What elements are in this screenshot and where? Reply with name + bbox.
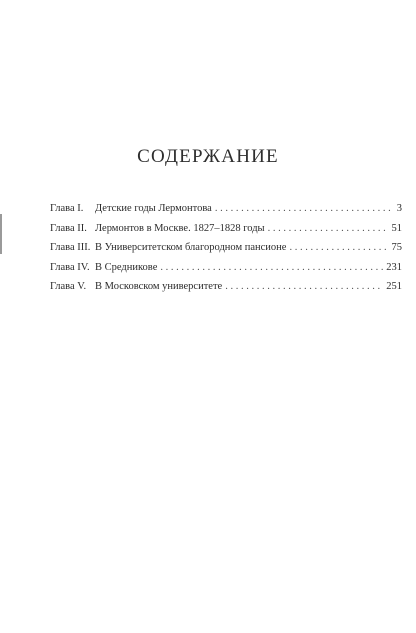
toc-chapter-title: В Университетском благородном пансионе xyxy=(95,242,287,253)
toc-entry[interactable] xyxy=(50,277,402,297)
toc-chapter-number: Глава I. xyxy=(50,203,84,214)
toc-chapter-number: Глава V. xyxy=(50,281,87,292)
toc-chapter-number: Глава III. xyxy=(50,242,91,253)
dot-leader xyxy=(160,258,383,278)
toc-page-number: 231 xyxy=(386,261,402,273)
toc-page-number: 3 xyxy=(396,203,402,214)
toc-chapter-title: Лермонтов в Москве. 1827–1828 годы xyxy=(95,222,265,234)
dot-leader xyxy=(225,277,383,297)
toc-page-number: 75 xyxy=(391,242,402,253)
dot-leader xyxy=(215,199,394,219)
page-title: СОДЕРЖАНИЕ xyxy=(137,146,279,167)
page-edge-shadow xyxy=(0,214,2,254)
toc-page-number: 251 xyxy=(386,281,402,292)
dot-leader xyxy=(268,219,389,239)
table-of-contents xyxy=(50,199,402,297)
toc-entry[interactable] xyxy=(50,238,402,258)
toc-chapter-number: Глава IV. xyxy=(50,261,90,273)
toc-entry[interactable] xyxy=(50,219,402,239)
toc-page-number: 51 xyxy=(391,222,402,234)
toc-entry[interactable] xyxy=(50,258,402,278)
toc-chapter-number: Глава II. xyxy=(50,222,87,234)
toc-chapter-title: В Московском университете xyxy=(95,281,223,292)
dot-leader xyxy=(289,238,388,258)
toc-chapter-title: Детские годы Лермонтова xyxy=(95,203,212,214)
toc-entry[interactable] xyxy=(50,199,402,219)
toc-chapter-title: В Средникове xyxy=(95,261,158,273)
